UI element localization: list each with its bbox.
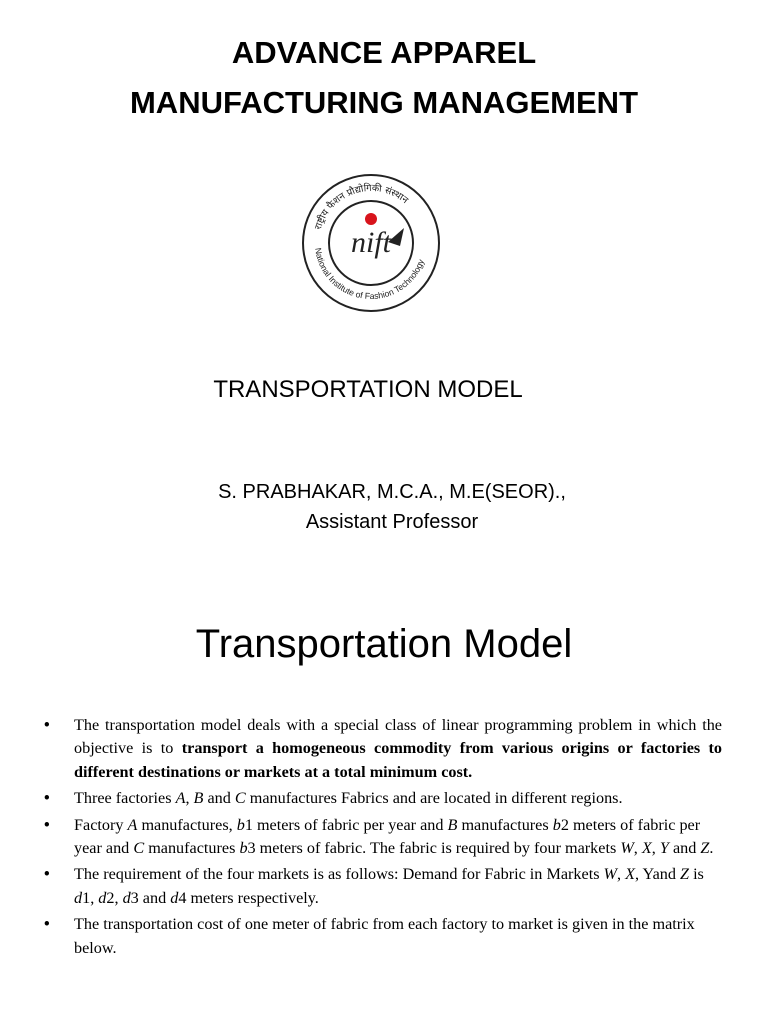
- list-item: • The transportation cost of one meter of fabric from each factory to market is given in the matrix below.: [44, 915, 695, 957]
- author-name: S. PRABHAKAR, M.C.A., M.E(SEOR).,: [218, 481, 566, 503]
- author-block: [0, 477, 768, 537]
- presentation-subtitle: TRANSPORTATION MODEL: [213, 376, 523, 403]
- list-item: • The requirement of the four markets is as follows: Demand for Fabric in Markets W, X, Yand Z is d1, d2, d3 and d4 meters respectively.: [44, 865, 704, 907]
- list-item: • Three factories A, B and C manufactures Fabrics and are located in different regions.: [0, 787, 768, 810]
- bullet-icon: •: [44, 865, 50, 884]
- bullet-icon: •: [44, 815, 50, 834]
- nift-logo-icon: [300, 172, 442, 314]
- logo-red-dot: [365, 213, 377, 225]
- slide-title: Transportation Model: [195, 622, 573, 666]
- list-item: • The transportation model deals with a special class of linear programming problem in which the objective is to transport a homogeneous commodity from various origins or factories to different destinations or markets at a total minimum cost.: [44, 716, 723, 781]
- list-item: • Factory A manufactures, b1 meters of fabric per year and B manufactures b2 meters of fabric per year and C manufactures b3 meters of fabric. The fabric is required by four markets W, X, Y and Z.: [44, 815, 714, 858]
- logo-arc-hindi: राष्ट्रीय फैशन प्रौद्योगिकी संस्थान: [312, 182, 411, 232]
- author-role: Assistant Professor: [305, 511, 479, 533]
- bullet-list: [0, 714, 768, 963]
- bullet-icon: •: [44, 716, 50, 734]
- logo-monogram: nift: [350, 226, 392, 259]
- course-title: [0, 28, 768, 128]
- bullet-icon: •: [44, 915, 50, 934]
- course-title-line-2: MANUFACTURING MANAGEMENT: [129, 85, 639, 120]
- logo-arc-english: National Institute of Fashion Technology: [313, 247, 427, 302]
- course-title-line-1: ADVANCE APPAREL: [231, 35, 537, 70]
- bullet-icon: •: [44, 789, 50, 808]
- content-slide: [0, 580, 768, 1024]
